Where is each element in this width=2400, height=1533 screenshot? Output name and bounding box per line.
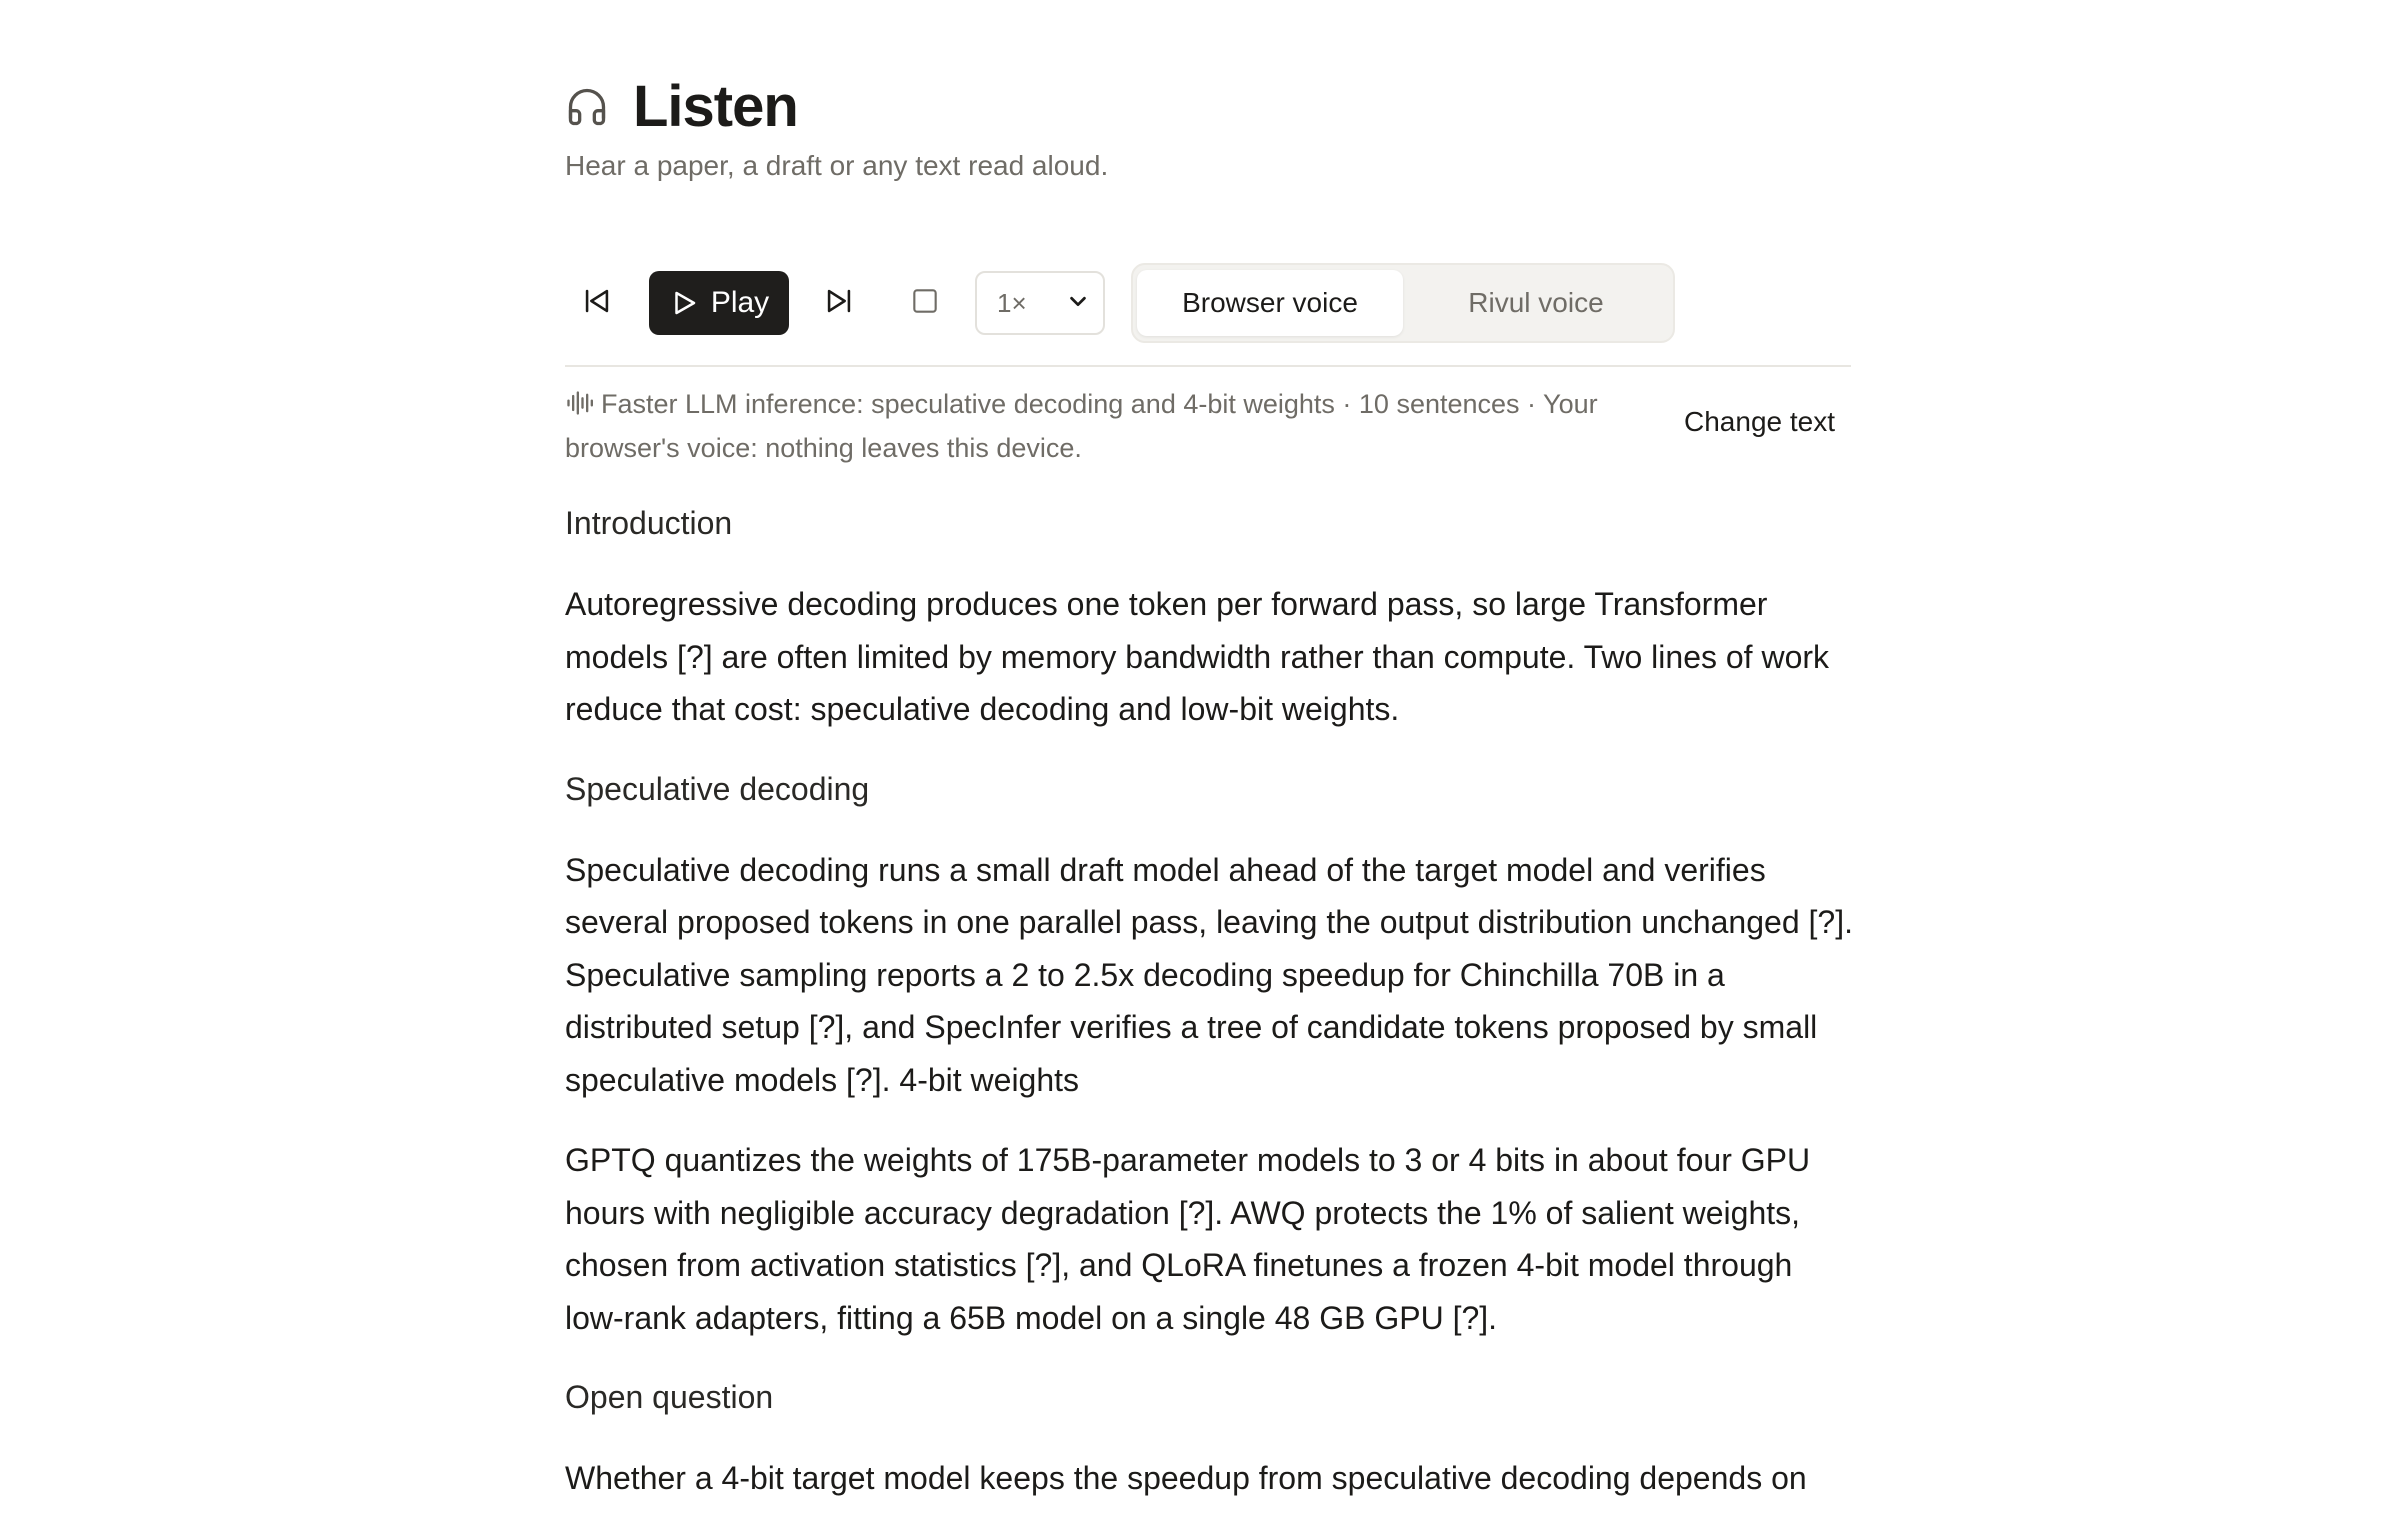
document-info-text-wrap (565, 384, 1625, 468)
listen-page (565, 0, 1851, 1500)
document-content (565, 498, 1855, 1533)
document-info-text: Faster LLM inference: speculative decoding and 4-bit weights · 10 sentences · Your browser's voice: nothing leaves this device. (565, 389, 1598, 463)
voice-toggle (1131, 263, 1675, 343)
audio-wave-icon (565, 388, 593, 428)
browser-voice-option[interactable]: Browser voice (1137, 270, 1403, 336)
player-toolbar (565, 263, 1675, 343)
paragraph: Autoregressive decoding produces one token per forward pass, so large Transformer models [?] are often limited by memory bandwidth rather than compute. Two lines of work reduce that cost: speculative decoding and low-bit weights. (565, 586, 1830, 727)
play-button[interactable] (649, 271, 789, 335)
speed-select[interactable] (975, 271, 1105, 335)
paragraph: GPTQ quantizes the weights of 175B-parameter models to 3 or 4 bits in about four GPU hours with negligible accuracy degradation [?]. AWQ protects the 1% of salient weights, chosen from activation statistics [?], and QLoRA finetunes a frozen 4-bit model through low-rank adapters, fitting a 65B model on a single 48 GB GPU [?]. (565, 1142, 1811, 1336)
paragraph: Speculative decoding runs a small draft model ahead of the target model and verifies several proposed tokens in one parallel pass, leaving the output distribution unchanged [?]. Speculative sampling reports a 2 to 2.5x decoding speedup for Chinchilla 70B in a distributed setup [?], and SpecInfer verifies a tree of candidate tokens proposed by small speculative models [?]. 4-bit weights (565, 851, 1853, 1098)
section-heading: Open question (565, 1379, 774, 1415)
page-title: Listen (633, 74, 798, 139)
section-heading: Introduction (565, 505, 733, 541)
toolbar-divider (565, 365, 1851, 367)
section-heading: Speculative decoding (565, 770, 870, 807)
speed-value: 1× (997, 287, 1027, 318)
play-icon (669, 288, 699, 318)
rivul-voice-option[interactable]: Rivul voice (1468, 287, 1604, 318)
stop-button[interactable] (893, 271, 957, 335)
page-subtitle: Hear a paper, a draft or any text read aloud. (565, 150, 1109, 181)
headphones-icon (565, 85, 609, 129)
stop-icon (909, 285, 941, 322)
skip-forward-icon (822, 284, 856, 323)
chevron-down-icon (1067, 288, 1089, 319)
document-info (565, 384, 1851, 468)
page-header (565, 74, 798, 140)
next-button[interactable] (807, 271, 871, 335)
skip-back-icon (580, 284, 614, 323)
paragraph: Whether a 4-bit target model keeps the speedup from speculative decoding depends on (565, 1460, 1807, 1496)
previous-button[interactable] (565, 271, 629, 335)
play-label: Play (710, 286, 770, 319)
change-text-button[interactable]: Change text (1684, 406, 1835, 437)
